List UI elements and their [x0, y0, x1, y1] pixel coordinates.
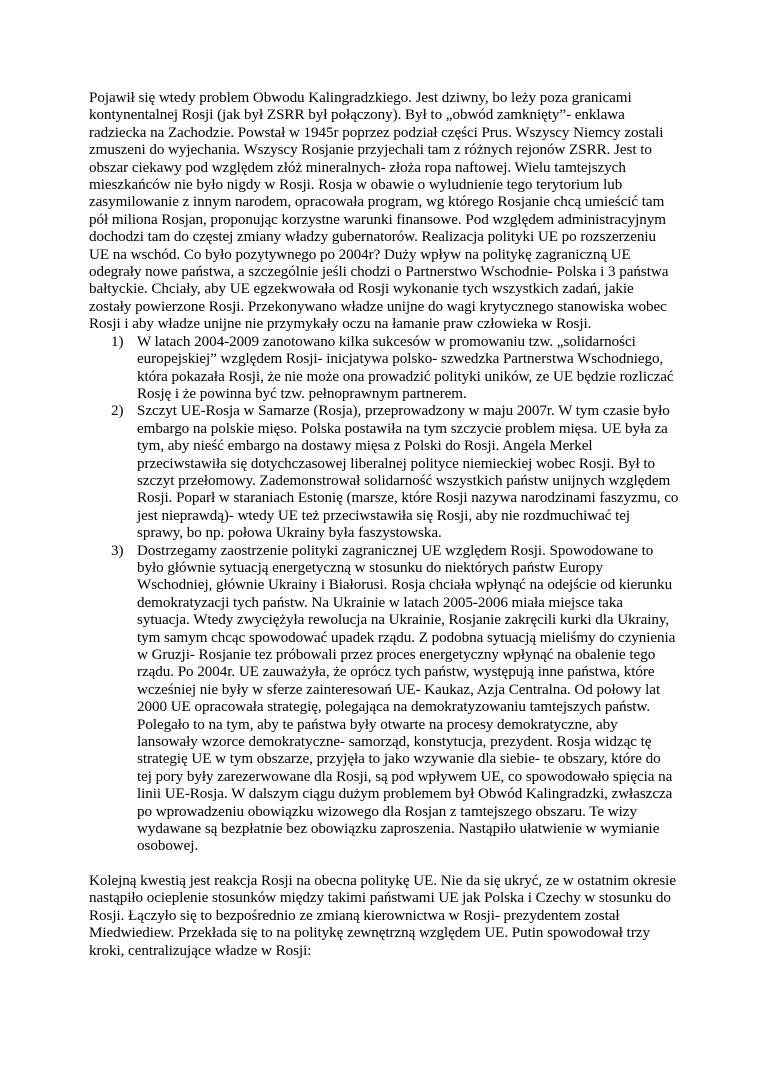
document-body	[89, 90, 679, 960]
list-item	[89, 403, 679, 542]
list-item-text: Szczyt UE-Rosja w Samarze (Rosja), przeprowadzony w maju 2007r. W tym czasie było embargo na polskie mięso. Polska postawiła na tym szczycie problem mięsa. UE była za tym, aby nieść embargo na dostawy mięsa z Polski do Rosji. Angela Merkel przeciwstawiła się dotychczasowej liberalnej polityce niemieckiej wobec Rosji. Był to szczyt przełomowy. Zademonstrował solidarność wszystkich państw unijnych względem Rosji. Poparł w staraniach Estonię (marsze, które Rosji nazywa narodzinami faszyzmu, co jest nieprawdą)- wtedy UE też przeciwstawiła się Rosji, aby nie rozdmuchiwać tej sprawy, bo np. połowa Ukrainy była faszystowska.	[137, 403, 679, 542]
list-item-text: Dostrzegamy zaostrzenie polityki zagranicznej UE względem Rosji. Spowodowane to było głównie sytuacją energetyczną w stosunku do niektórych państw Europy Wschodniej, głównie Ukrainy i Białorusi. Rosja chciała wpłynąć na odejście od kierunku demokratyzacji tych państw. Na Ukrainie w latach 2005-2006 miała miejsce taka sytuacja. Wtedy zwyciężyła rewolucja na Ukrainie, Rosjanie zakręcili kurki dla Ukrainy, tym samym chcąc spowodować upadek rządu. Z podobna sytuacją mieliśmy do czynienia w Gruzji- Rosjanie tez próbowali przez proces energetyczny wpłynąć na obalenie tego rządu. Po 2004r. UE zauważyła, że oprócz tych państw, występują inne państwa, które wcześniej nie były w sferze zainteresowań UE- Kaukaz, Azja Centralna. Od połowy lat 2000 UE opracowała strategię, polegająca na demokratyzowaniu tamtejszych państw. Polegało to na tym, aby te państwa były otwarte na procesy demokratyczne, aby lansowały wzorce demokratyczne- samorząd, konstytucja, prezydent. Rosja widząc tę strategię UE w tym obszarze, przyjęła to jako wzywanie dla siebie- te obszary, które do tej pory były zarezerwowane dla Rosji, są pod wpływem UE, co spowodowało spięcia na linii UE-Rosja. W dalszym ciągu dużym problemem był Obwód Kalingradzki, zwłaszcza po wprowadzeniu obowiązku wizowego dla Rosjan z tamtejszego obszaru. Te wizy wydawane są bezpłatnie bez obowiązku zaproszenia. Nastąpiło ułatwienie w wymianie osobowej.	[137, 542, 676, 855]
paragraph-spacer	[89, 856, 679, 873]
list-item-number: 3)	[111, 542, 124, 559]
list-item-text: W latach 2004-2009 zanotowano kilka sukcesów w promowaniu tzw. „solidarności europejskiej” względem Rosji- inicjatywa polsko- szwedzka Partnerstwa Wschodniego, która pokazała Rosji, że nie może ona prowadzić polityki uników, ze UE będzie rozliczać Rosję i że powinna być tzw. pełnoprawnym partnerem.	[137, 333, 674, 402]
list-item-number: 2)	[111, 403, 124, 420]
numbered-list	[89, 334, 679, 856]
list-item	[89, 543, 679, 856]
list-item-number: 1)	[111, 333, 124, 350]
closing-paragraph: Kolejną kwestią jest reakcja Rosji na obecna politykę UE. Nie da się ukryć, ze w ostatnim okresie nastąpiło ocieplenie stosunków między takimi państwami UE jak Polska i Czechy w stosunku do Rosji. Łączyło się to bezpośrednio ze zmianą kierownictwa w Rosji- prezydentem został Miedwiediew. Przekłada się to na politykę zewnętrzną względem UE. Putin spowodował trzy kroki, centralizujące władze w Rosji:	[89, 872, 676, 959]
list-item	[89, 334, 679, 404]
intro-paragraph: Pojawił się wtedy problem Obwodu Kalingradzkiego. Jest dziwny, bo leży poza granicami kontynentalnej Rosji (jak był ZSRR był połączony). Był to „obwód zamknięty”- enklawa radziecka na Zachodzie. Powstał w 1945r poprzez podział części Prus. Wszyscy Niemcy zostali zmuszeni do wyjechania. Wszyscy Rosjanie przyjechali tam z różnych rejonów ZSRR. Jest to obszar ciekawy pod względem złóż mineralnych- złoża ropa naftowej. Wielu tamtejszych mieszkańców nie było nigdy w Rosji. Rosja w obawie o wyludnienie tego terytorium lub zasymilowanie z innym narodem, opracowała program, wg którego Rosjanie chcą umieścić tam pół miliona Rosjan, proponując korzystne warunki finansowe. Pod względem administracyjnym dochodzi tam do częstej zmiany władzy gubernatorów. Realizacja polityki UE po rozszerzeniu UE na wschód. Co było pozytywnego po 2004r? Duży wpływ na politykę zagraniczną UE odegrały nowe państwa, a szczególnie jeśli chodzi o Partnerstwo Wschodnie- Polska i 3 państwa bałtyckie. Chciały, aby UE egzekwowała od Rosji wykonanie tych wszystkich zadań, jakie zostały powierzone Rosji. Przekonywano władze unijne do wagi krytycznego stanowiska wobec Rosji i aby władze unijne nie przymykały oczu na łamanie praw człowieka w Rosji.	[89, 90, 669, 333]
